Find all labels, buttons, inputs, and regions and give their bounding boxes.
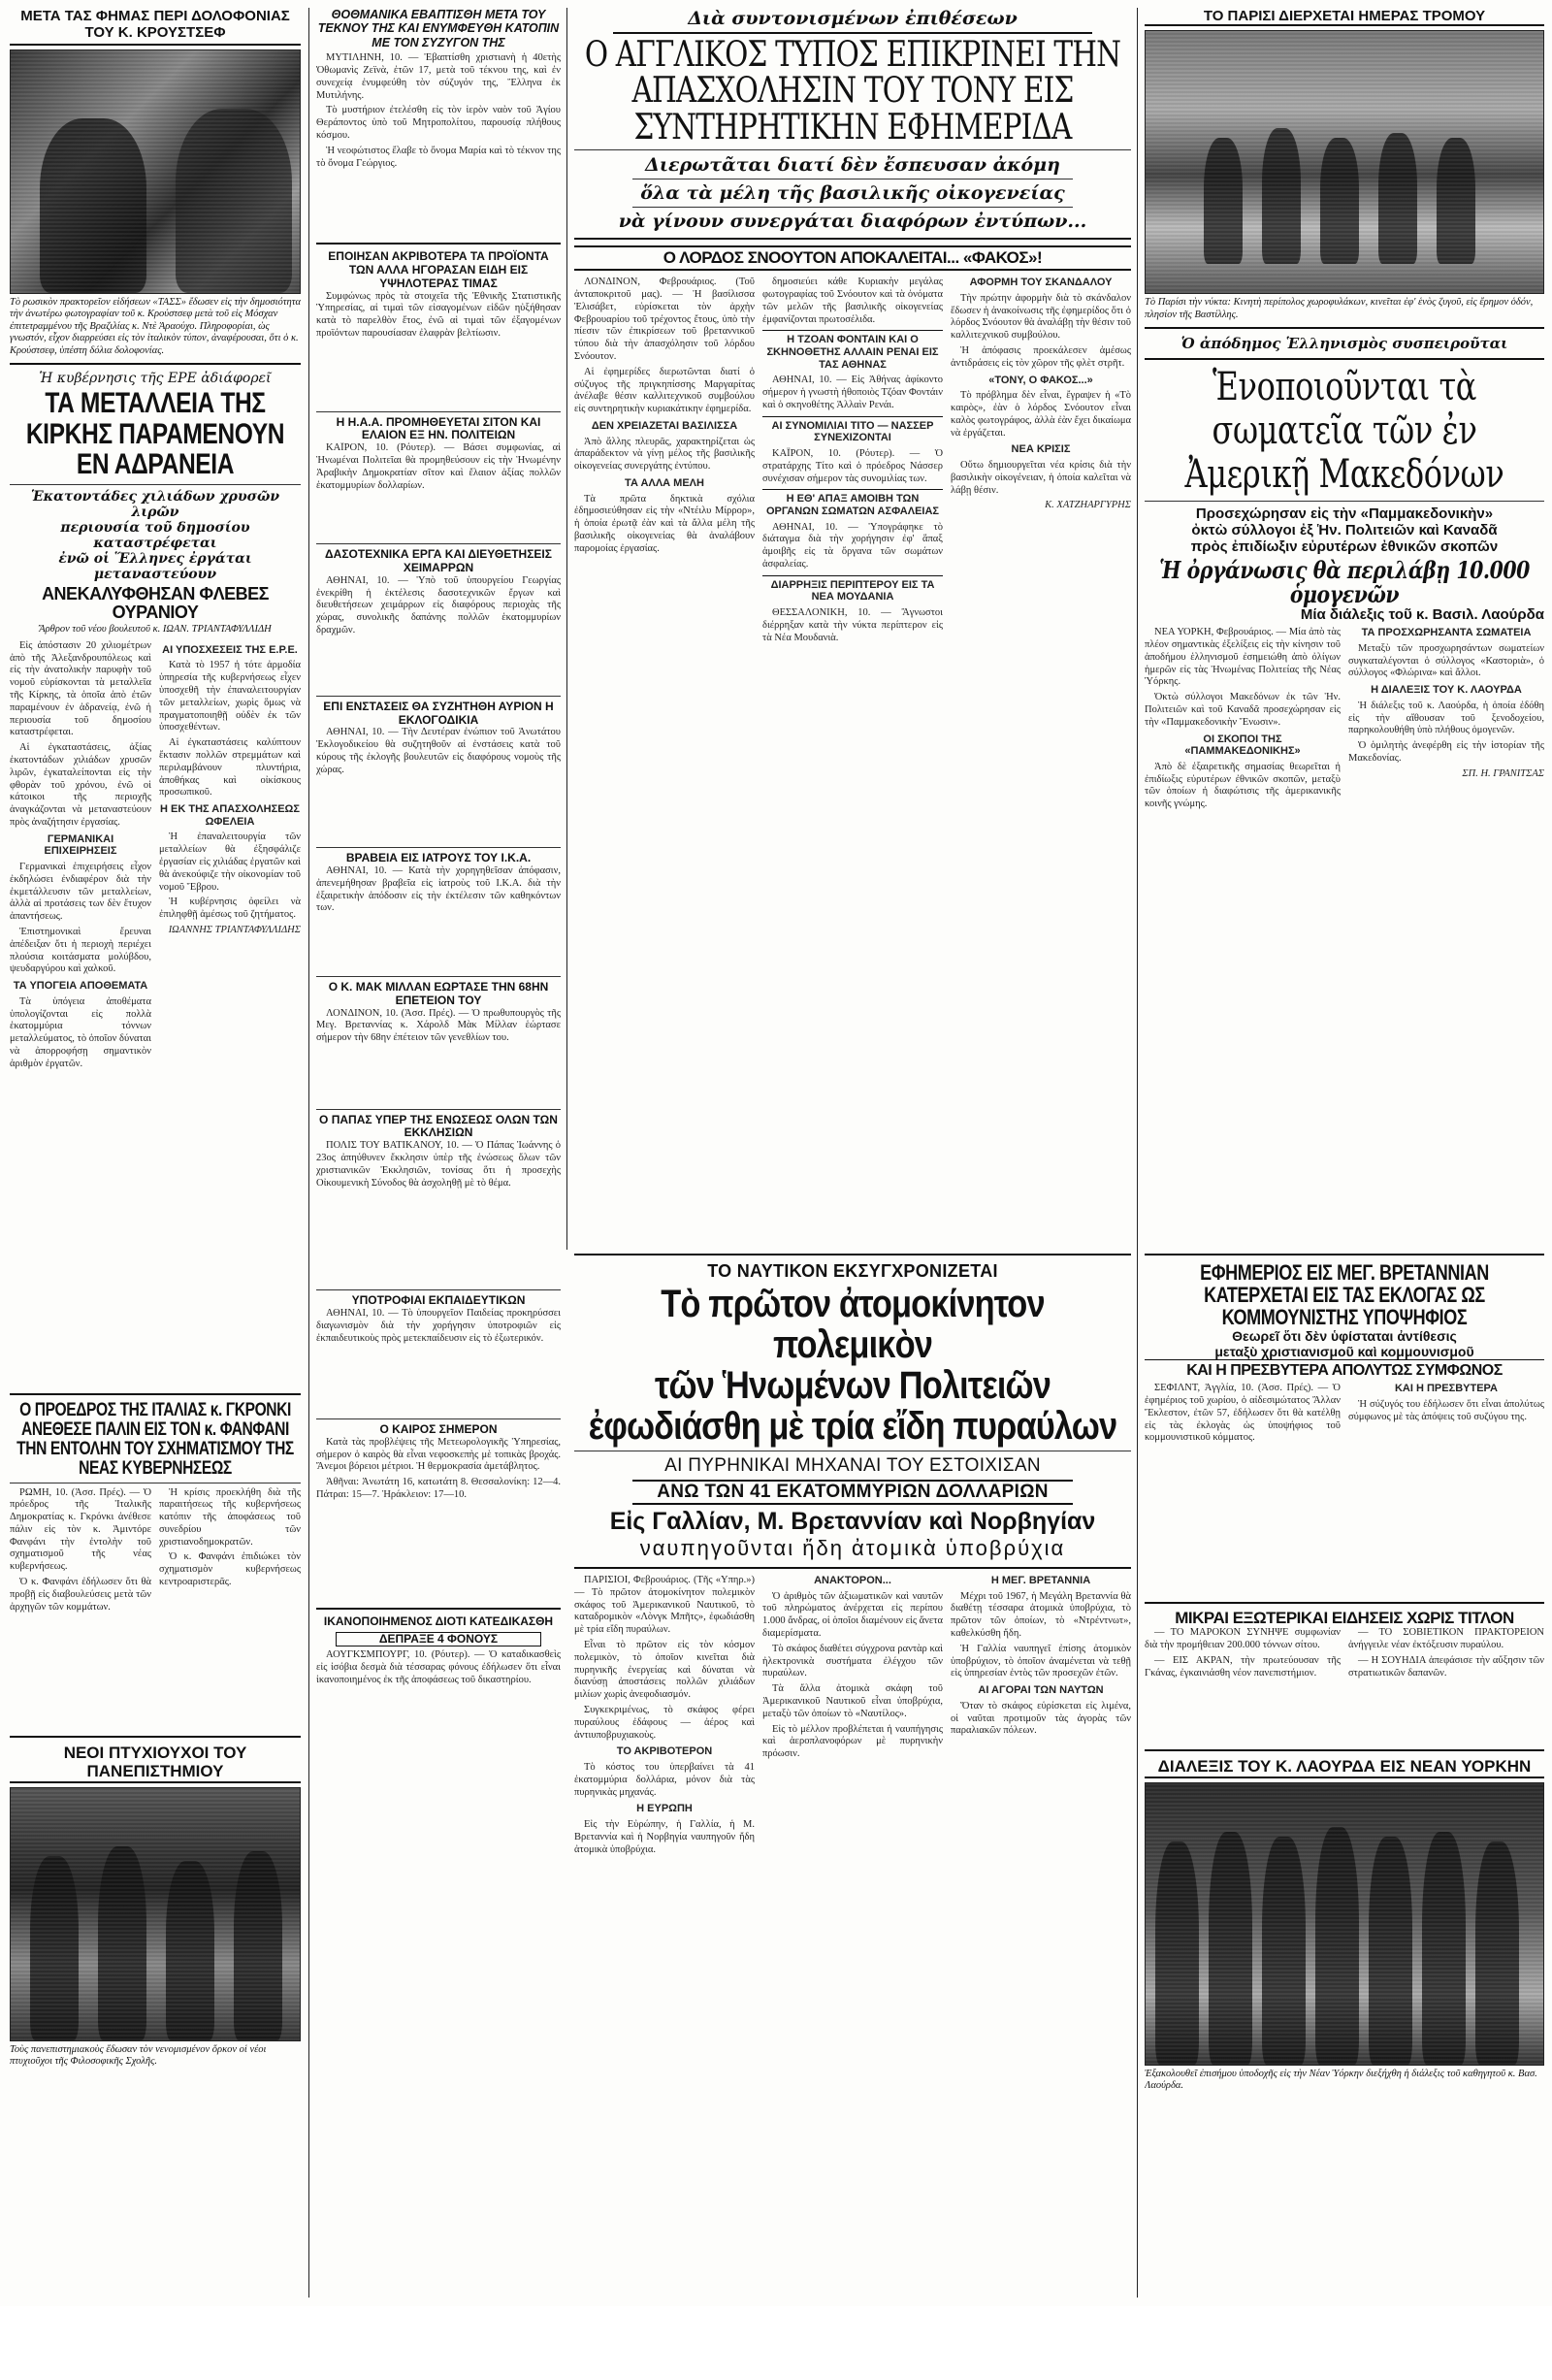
column-1: ΜΕΤΑ ΤΑΣ ΦΗΜΑΣ ΠΕΡΙ ΔΟΛΟΦΟΝΙΑΣ ΤΟΥ Κ. ΚΡΟΥΣΤΣΕΦ Τὸ ρωσικὸν πρακτορεῖον εἰδήσεων «ΤΑΣΣ» ἔδωσεν εἰς τὴν δημοσιότητα τὴν ἀνωτέρω φωτογραφίαν τοῦ κ. Κρούστσεφ μετὰ τοῦ εἰς Μόσχαν ἐπιτετραμμένου τῆς Βραζιλίας κ. Ντὲ Ἀραούχο. Πληροφορίαι, ὡς γνωστόν, εἶχον διαρρεύσει εἰς τὸν ἰταλικὸν τύπον, ἀναφέρουσαι, ὅτι ὁ κ. Κρούστσεφ, ὑπέστη δόλια δολοφονίας. Ἡ κυβέρνησις τῆς ΕΡΕ ἀδιάφορεῖ ΤΑ ΜΕΤΑΛΛΕΙΑ ΤΗΣ ΚΙΡΚΗΣ ΠΑΡΑΜΕΝΟΥΝ ΕΝ ΑΔΡΑΝΕΙΑ Ἑκατοντάδες χιλιάδων χρυσῶν λιρῶν περιουσία τοῦ δημοσίου καταστρέφεται ἐνῶ οἱ Ἕλληνες ἐργάται μεταναστεύουν ΑΝΕΚΑΛΥΦΘΗΣΑΝ ΦΛΕΒΕΣ ΟΥΡΑΝΙΟΥ Ἄρθρον τοῦ νέου βουλευτοῦ κ. ΙΩΑΝ. ΤΡΙΑΝΤΑΦΥΛΛΙΔΗ Εἰς ἀπόστασιν 20 χιλιομέτρων ἀπὸ τῆς Ἀλεξανδρουπόλεως καὶ εἰς τὴν ἀνατολικὴν παρυφὴν τοῦ νομοῦ εὑρίσκονται τὰ μεταλλεῖα τῆς Κίρκης, τὰ ὁποῖα ἀπὸ ἐτῶν παραμένουν ἐν ἀδρανείᾳ, ἐνῶ ἡ περιουσία τοῦ δημοσίου καταστρέφεται. Αἱ ἐγκαταστάσεις, ἀξίας ἑκατοντάδων χιλιάδων χρυσῶν λιρῶν, ἐγκαταλείπονται εἰς τὴν φθορὰν τοῦ χρόνου, ἐνῶ οἱ κάτοικοι τῆς περιοχῆς ἀναγκάζονται νὰ μεταναστεύουν πρὸς ἀναζήτησιν ἐργασίας. ΓΕΡΜΑΝΙΚΑΙ ΕΠΙΧΕΙΡΗΣΕΙΣ Γερμανικαὶ ἐπιχειρήσεις εἶχον ἐκδηλώσει ἐνδιαφέρον διὰ τὴν ἐκμετάλλευσιν τῶν μεταλλείων, ἀλλὰ αἱ προτάσεις των δὲν ἔτυχον ἀπαντήσεως. Ἐπιστημονικαὶ ἔρευναι ἀπέδειξαν ὅτι ἡ περιοχὴ περιέχει πλούσια κοιτάσματα μολύβδου, ψευδαργύρου καὶ χαλκοῦ. ΤΑ ΥΠΟΓΕΙΑ ΑΠΟΘΕΜΑΤΑ Τὰ ὑπόγεια ἀποθέματα ὑπολογίζονται εἰς πολλὰ ἑκατομμύρια τόννων μεταλλεύματος, τὸ ὁποῖον δύναται νὰ ἀπορροφήσῃ σημαντικὸν ἀριθμὸν ἐργατῶν. ΑΙ ΥΠΟΣΧΕΣΕΙΣ ΤΗΣ Ε.Ρ.Ε. Κατὰ τὸ 1957 ἡ τότε ἀρμοδία ὑπηρεσία τῆς κυβερνήσεως εἶχεν ὑποσχεθῆ τὴν ἐπαναλειτουργίαν τῶν μεταλλείων, χωρὶς ὅμως νὰ πραγματοποιηθῇ οὐδὲν ἐκ τῶν ὑποσχεθέντων. Αἱ ἐγκαταστάσεις καλύπτουν ἔκτασιν πολλῶν στρεμμάτων καὶ περιλαμβάνουν πλυντήρια, ἀποθήκας καὶ οἰκίσκους προσωπικοῦ. Η ΕΚ ΤΗΣ ΑΠΑΣΧΟΛΗΣΕΩΣ ΩΦΕΛΕΙΑ Ἡ ἐπαναλειτουργία τῶν μεταλλείων θὰ ἐξησφάλιζε ἐργασίαν εἰς χιλιάδας ἐργατῶν καὶ θὰ ἀνεκούφιζε τὴν οἰκονομίαν τοῦ νομοῦ Ἕβρου. Ἡ κυβέρνησις ὀφείλει νὰ ἐπιληφθῇ ἀμέσως τοῦ ζητήματος. ΙΩΑΝΝΗΣ ΤΡΙΑΝΤΑΦΥΛΛΙΔΗΣ Ο ΠΡΟΕΔΡΟΣ ΤΗΣ ΙΤΑΛΙΑΣ κ. ΓΚΡΟΝΚΙ ΑΝΕΘΕΣΕ ΠΑΛΙΝ ΕΙΣ ΤΟΝ κ. ΦΑΝΦΑΝΙ ΤΗΝ ΕΝΤΟΛΗΝ ΤΟΥ ΣΧΗΜΑΤΙΣΜΟΥ ΤΗΣ ΝΕΑΣ ΚΥΒΕΡΝΗΣΕΩΣ ΡΩΜΗ, 10. (Ἀσσ. Πρές). — Ὁ πρόεδρος τῆς Ἰταλικῆς Δημοκρατίας κ. Γκρόνκι ἀνέθεσε πάλιν εἰς τὸν κ. Ἀμιντόρε Φανφάνι τὴν ἐντολὴν τοῦ σχηματισμοῦ τῆς νέας κυβερνήσεως. Ὁ κ. Φανφάνι ἐδήλωσεν ὅτι θὰ προβῇ εἰς διαβουλεύσεις μετὰ τῶν ἀρχηγῶν τῶν κομμάτων. Ἡ κρίσις προεκλήθη διὰ τῆς παραιτήσεως τῆς κυβερνήσεως κατόπιν τῆς ἀποφάσεως τοῦ συνεδρίου τῶν χριστιανοδημοκρατῶν. Ὁ κ. Φανφάνι ἐπιδιώκει τὸν σχηματισμὸν κυβερνήσεως κεντροαριστερᾶς. ΝΕΟΙ ΠΤΥΧΙΟΥΧΟΙ ΤΟΥ ΠΑΝΕΠΙΣΤΗΜΙΟΥ Τοὺς πανεπιστημιακοὺς ἔδωσαν τὸν νενομισμένον ὅρκον οἱ νέοι πτυχιοῦχοι τῆς Φιλοσοφικῆς Σχολῆς. [10, 8, 301, 2068]
kicker-macedonians: Ὁ ἀπόδημος Ἑλληνισμὸς συσπειροῦται [1180, 335, 1508, 353]
lecture-photo [1145, 1782, 1544, 2066]
subhead-palace: ΑΝΑΚΤΟΡΟΝ... [814, 1575, 891, 1586]
signature-c4: ΣΠ. Η. ΓΡΑΝΙΤΣΑΣ [1462, 767, 1544, 779]
headline-pope: Ο ΠΑΠΑΣ ΥΠΕΡ ΤΗΣ ΕΝΩΣΕΩΣ ΟΛΩΝ ΤΩΝ ΕΚΚΛΗΣΙΩΝ [319, 1112, 558, 1140]
navy-story: ΤΟ ΝΑΥΤΙΚΟΝ ΕΚΣΥΓΧΡΟΝΙΖΕΤΑΙ Τὸ πρῶτον ἀτομοκίνητον πολεμικὸν τῶν Ἡνωμένων Πολιτειῶν ἐφωδιάσθη μὲ τρία εἴδη πυραύλων ΑΙ ΠΥΡΗΝΙΚΑΙ ΜΗΧΑΝΑΙ ΤΟΥ ΕΣΤΟΙΧΙΣΑΝ ΑΝΩ ΤΩΝ 41 ΕΚΑΤΟΜΜΥΡΙΩΝ ΔΟΛΛΑΡΙΩΝ Εἰς Γαλλίαν, Μ. Βρεταννίαν καὶ Νορβηγίαν ναυπηγοῦνται ἤδη ἀτομικὰ ὑποβρύχια ΠΑΡΙΣΙΟΙ, Φεβρουάριος. (Τῆς «Υπηρ.») — Τὸ πρῶτον ἀτομοκίνητον πολεμικὸν σκάφος τοῦ Ἀμερικανικοῦ Ναυτικοῦ, τὸ καταδρομικὸν «Λὸνγκ Μπῆτς», ἐφωδιάσθη μὲ τρία εἴδη πυραύλων. Εἶναι τὸ πρῶτον εἰς τὸν κόσμον πολεμικὸν, τὸ ὁποῖον κινεῖται διὰ πυρηνικῆς ἐνεργείας καὶ δύναται νὰ διανύσῃ ἀποστάσεις πολλῶν χιλιάδων μιλίων χωρὶς ἀνεφοδιασμόν. Συγκεκριμένως, τὸ σκάφος φέρει πυραύλους ἐδάφους — ἀέρος καὶ ἀντιυποβρυχιακοὺς. ΤΟ ΑΚΡΙΒΟΤΕΡΟΝ Τὸ κόστος του ὑπερβαίνει τὰ 41 ἑκατομμύρια δολλάρια, μόνον διὰ τὰς πυρηνικὰς μηχανάς. Η ΕΥΡΩΠΗ Εἰς τὴν Εὐρώπην, ἡ Γαλλία, ἡ Μ. Βρεταννία καὶ ἡ Νορβηγία ναυπηγοῦν ἤδη ἀτομικὰ ὑποβρύχια. ΑΝΑΚΤΟΡΟΝ... Ὁ ἀριθμὸς τῶν ἀξιωματικῶν καὶ ναυτῶν τοῦ πληρώματος ἀνέρχεται εἰς περίπου 1.000 ἄνδρας, οἱ ὁποῖοι διαμένουν εἰς ἄνετα διαμερίσματα. Τὸ σκάφος διαθέτει σύγχρονα ραντὰρ καὶ ἠλεκτρονικὰ συστήματα ἐλέγχου τῶν πυραύλων. Τὰ ἄλλα ἀτομικὰ σκάφη τοῦ Ἀμερικανικοῦ Ναυτικοῦ εἶναι ὑποβρύχια, μεταξὺ τῶν ὁποίων τὸ «Ναυτίλος». Εἰς τὸ μέλλον προβλέπεται ἡ ναυπήγησις καὶ ἀεροπλανοφόρων μὲ πυρηνικὴν πρόωσιν. Η ΜΕΓ. ΒΡΕΤΑΝΝΙΑ Μέχρι τοῦ 1967, ἡ Μεγάλη Βρεταννία θὰ διαθέτῃ τέσσαρα ἀτομικὰ ὑποβρύχια, τὸ πρῶτον τῶν ὁποίων, τὸ «Ντρέντνωτ», καθελκύσθη ἤδη. Ἡ Γαλλία ναυπηγεῖ ἐπίσης ἀτομικὸν ὑποβρύχιον, τὸ ὁποῖον ἀναμένεται νὰ τεθῇ εἰς ὑπηρεσίαν ἐντὸς τῶν προσεχῶν ἐτῶν. ΑΙ ΑΓΟΡΑΙ ΤΩΝ ΝΑΥΤΩΝ Ὅταν τὸ σκάφος εὑρίσκεται εἰς λιμένα, οἱ ναῦται προτιμοῦν τὰς ἀγορὰς τῶν παραλιακῶν πόλεων. [574, 1254, 1131, 2380]
headline-italy: Ο ΠΡΟΕΔΡΟΣ ΤΗΣ ΙΤΑΛΙΑΣ κ. ΓΚΡΟΝΚΙ ΑΝΕΘΕΣΕ ΠΑΛΙΝ ΕΙΣ ΤΟΝ κ. ΦΑΝΦΑΝΙ ΤΗΝ ΕΝΤΟΛΗΝ ΤΟΥ ΣΧΗΜΑΤΙΣΜΟΥ ΤΗΣ ΝΕΑΣ ΚΥΒΕΡΝΗΣΕΩΣ [16, 1399, 294, 1479]
headline-kirki: ΤΑ ΜΕΤΑΛΛΕΙΑ ΤΗΣ ΚΙΡΚΗΣ ΠΑΡΑΜΕΝΟΥΝ ΕΝ ΑΔΡΑΝΕΙΑ [25, 387, 285, 481]
photo1-title: ΜΕΤΑ ΤΑΣ ΦΗΜΑΣ ΠΕΡΙ ΔΟΛΟΦΟΝΙΑΣ ΤΟΥ Κ. ΚΡΟΥΣΤΣΕΦ [10, 8, 301, 46]
byline-kirki: Ἄρθρον τοῦ νέου βουλευτοῦ κ. ΙΩΑΝ. ΤΡΙΑΝΤΑΦΥΛΛΙΔΗ [39, 623, 272, 635]
column-rule [308, 8, 309, 2298]
sub-kirki-2: περιουσία τοῦ δημοσίου καταστρέφεται [60, 519, 250, 551]
subhead-no-queen: ΔΕΝ ΧΡΕΙΑΖΕΤΑΙ ΒΑΣΙΛΙΣΣΑ [591, 419, 738, 432]
subhead-expensive: ΤΟ ΑΚΡΙΒΟΤΕΡΟΝ [616, 1745, 713, 1758]
photo-paris-title: ΤΟ ΠΑΡΙΣΙ ΔΙΕΡΧΕΤΑΙ ΗΜΕΡΑΣ ΤΡΟΜΟΥ [1145, 8, 1544, 26]
headline-navy-2: τῶν Ἡνωμένων Πολιτειῶν [655, 1364, 1051, 1407]
khrushchev-photo [10, 49, 301, 294]
subhead-scandal: ΑΦΟΡΜΗ ΤΟΥ ΣΚΑΝΔΑΛΟΥ [969, 277, 1113, 289]
subhead-sailors: ΑΙ ΑΓΟΡΑΙ ΤΩΝ ΝΑΥΤΩΝ [978, 1684, 1104, 1697]
headline-vicar: ΕΦΗΜΕΡΙΟΣ ΕΙΣ ΜΕΓ. ΒΡΕΤΑΝΝΙΑΝ ΚΑΤΕΡΧΕΤΑΙ ΕΙΣ ΤΑΣ ΕΚΛΟΓΑΣ ΩΣ ΚΟΜΜΟΥΝΙΣΤΗΣ ΥΠΟΨΗΦΙΟΣ [1200, 1260, 1489, 1330]
subhead-new-crisis: ΝΕΑ ΚΡΙΣΙΣ [1011, 443, 1071, 456]
paris-photo [1145, 30, 1544, 294]
lecture-caption: Ἐξακολουθεῖ ἐπισήμου ὑποδοχῆς εἰς τὴν Νέαν Ὑόρκην διεξήχθη ἡ διάλεξις τοῦ καθηγητοῦ κ. Βασ. Λαούρδα. [1145, 2068, 1537, 2092]
sub-tony-1: Διερωτᾶται διατί δὲν ἔσπευσαν ἀκόμη [645, 154, 1060, 177]
headline-uranium: ΑΝΕΚΑΛΥΦΘΗΣΑΝ ΦΛΕΒΕΣ ΟΥΡΑΝΙΟΥ [42, 583, 269, 622]
kicker-navy: ΤΟ ΝΑΥΤΙΚΟΝ ΕΚΣΥΓΧΡΟΝΙΖΕΤΑΙ [707, 1261, 998, 1281]
subhead-europe: Η ΕΥΡΩΠΗ [636, 1803, 693, 1815]
subhead-employment: Η ΕΚ ΤΗΣ ΑΠΑΣΧΟΛΗΣΕΩΣ ΩΦΕΛΕΙΑ [160, 803, 300, 828]
headline-macmillan: Ο Κ. ΜΑΚ ΜΙΛΛΑΝ ΕΩΡΤΑΣΕ ΤΗΝ 68ΗΝ ΕΠΕΤΕΙΟΝ ΤΟΥ [328, 980, 549, 1007]
column-rule [1137, 8, 1138, 2298]
headline-navy-3: ἐφωδιάσθη μὲ τρία εἴδη πυραύλων [588, 1405, 1117, 1448]
headline-vicar-2: ΚΑΙ Η ΠΡΕΣΒΥΤΕΡΑ ΑΠΟΛΥΤΩΣ ΣΥΜΦΩΝΟΣ [1186, 1362, 1503, 1380]
graduates-photo [10, 1787, 301, 2041]
sub-tony-2: ὅλα τὰ μέλη τῆς βασιλικῆς οἰκογενείας [640, 182, 1065, 205]
bar-snowdon: Ο ΛΟΡΔΟΣ ΣΝΟΟΥΤΟΝ ΑΠΟΚΑΛΕΙΤΑΙ... «ΦΑΚΟΣ»! [574, 245, 1131, 271]
sub-navy-3: Εἰς Γαλλίαν, Μ. Βρεταννίαν καὶ Νορβηγίαν [609, 1508, 1096, 1535]
headline-forestry: ΔΑΣΟΤΕΧΝΙΚΑ ΕΡΓΑ ΚΑΙ ΔΙΕΥΘΕΤΗΣΕΙΣ ΧΕΙΜΑΡΡΩΝ [325, 547, 552, 574]
subhead-other-members: ΤΑ ΑΛΛΑ ΜΕΛΗ [625, 476, 704, 489]
headline-wheat: Η Η.Α.Α. ΠΡΟΜΗΘΕΥΕΤΑΙ ΣΙΤΟΝ ΚΑΙ ΕΛΑΙΟΝ ΕΞ ΗΝ. ΠΟΛΙΤΕΙΩΝ [336, 414, 541, 442]
headline-murders: ΔΕΠΡΑΞΕ 4 ΦΟΝΟΥΣ [336, 1632, 541, 1647]
column-center: Διὰ συντονισμένων ἐπιθέσεων Ο ΑΓΓΛΙΚΟΣ ΤΥΠΟΣ ΕΠΙΚΡΙΝΕΙ ΤΗΝ ΑΠΑΣΧΟΛΗΣΙΝ ΤΟΥ ΤΟΝΥ ΕΙΣ ΣΥΝΤΗΡΗΤΙΚΗΝ ΕΦΗΜΕΡΙΔΑ Διερωτᾶται διατί δὲν ἔσπευσαν ἀκόμη ὅλα τὰ μέλη τῆς βασιλικῆς οἰκογενείας νὰ γίνουν συνεργάται διαφόρων ἐντύπων... Ο ΛΟΡΔΟΣ ΣΝΟΟΥΤΟΝ ΑΠΟΚΑΛΕΙΤΑΙ... «ΦΑΚΟΣ»! ΛΟΝΔΙΝΟΝ, Φεβρουάριος. (Τοῦ ἀνταποκριτοῦ μας). — Ἡ βασίλισσα Ἐλισάβετ, εὑρίσκεται τὸν ἀρχὴν Φεβρουαρίου τοῦ τρέχοντος ἔτους, ὑπὸ τὴν πίεσιν τῶν ἐπικρίσεων τοῦ βρεταννικοῦ τύπου διὰ τὴν ἀπασχόλησιν τοῦ λόρδου Σνόουτον. Αἱ ἐφημερίδες διερωτῶνται διατί ὁ σύζυγος τῆς πριγκηπίσσης Μαργαρίτας ἀνέλαβε θέσιν καλλιτεχνικοῦ συμβούλου εἰς συντηρητικὴν κυριακάτικην ἐφημερίδα. ΔΕΝ ΧΡΕΙΑΖΕΤΑΙ ΒΑΣΙΛΙΣΣΑ Ἀπὸ ἄλλης πλευρᾶς, χαρακτηρίζεται ὡς ἀπαράδεκτον νὰ γίνῃ μέλος τῆς βασιλικῆς οἰκογενείας συνεργάτης ἐντύπου. ΤΑ ΑΛΛΑ ΜΕΛΗ Τὰ πρῶτα δηκτικὰ σχόλια ἐδημοσιεύθησαν εἰς τὴν «Ντέιλυ Μίρρορ», ἡ ὁποία ἐρωτᾷ ἐὰν καὶ τὰ ἄλλα μέλη τῆς βασιλικῆς οἰκογενείας θὰ ἀναλάβουν παρομοίας ἐργασίας. δημοσιεύει κάθε Κυριακὴν μεγάλας φωτογραφίας τοῦ Σνόουτον καὶ τὰ ὀνόματα τῶν μελῶν τῆς βασιλικῆς οἰκογενείας ἐμφανίζονται πρωτοσέλιδα. Η ΤΖΟΑΝ ΦΟΝΤΑΙΝ ΚΑΙ Ο ΣΚΗΝΟΘΕΤΗΣ ΑΛΛΑΙΝ ΡΕΝΑΙ ΕΙΣ ΤΑΣ ΑΘΗΝΑΣ ΑΘΗΝΑΙ, 10. — Εἰς Ἀθήνας ἀφίκοντο σήμερον ἡ γνωστὴ ἠθοποιὸς Τζόαν Φοντάιν καὶ ὁ σκηνοθέτης Ἀλλαὶν Ρενάι. ΑΙ ΣΥΝΟΜΙΛΙΑΙ ΤΙΤΟ — ΝΑΣΣΕΡ ΣΥΝΕΧΙΖΟΝΤΑΙ ΚΑΪΡΟΝ, 10. (Ρόυτερ). — Ὁ στρατάρχης Τίτο καὶ ὁ πρόεδρος Νάσσερ συνέχισαν σήμερον τὰς συνομιλίας των. Η ΕΘ' ΑΠΑΞ ΑΜΟΙΒΗ ΤΩΝ ΟΡΓΑΝΩΝ ΣΩΜΑΤΩΝ ΑΣΦΑΛΕΙΑΣ ΑΘΗΝΑΙ, 10. — Ὑπογράφηκε τὸ διάταγμα διὰ τὴν χορήγησιν ἐφ' ἅπαξ ἀμοιβῆς εἰς τὰ ὄργανα τῶν σωμάτων ἀσφαλείας. ΔΙΑΡΡΗΞΙΣ ΠΕΡΙΠΤΕΡΟΥ ΕΙΣ ΤΑ ΝΕΑ ΜΟΥΔΑΝΙΑ ΘΕΣΣΑΛΟΝΙΚΗ, 10. — Ἄγνωστοι διέρρηξαν κατὰ τὴν νύκτα περίπτερον εἰς τὰ Νέα Μουδανιὰ. ΑΦΟΡΜΗ ΤΟΥ ΣΚΑΝΔΑΛΟΥ Τὴν πρώτην ἀφορμὴν διὰ τὸ σκάνδαλον ἔδωσεν ἡ ἀνακοίνωσις τῆς ἐφημερίδος ὅτι ὁ λόρδος Σνόουτον θὰ ἀναλάβῃ τὴν θέσιν τοῦ καλλιτεχνικοῦ συμβούλου. Ἡ ἀπόφασις προεκάλεσεν ἀμέσως ἀντιδράσεις εἰς τὸν χῶρον τῆς φλὲτ στρῆτ. «ΤΟΝΥ, Ο ΦΑΚΟΣ...» Τὸ πρόβλημα δὲν εἶναι, ἔγραψεν ἡ «Τὸ καιρὸς», ἐὰν ὁ λόρδος Σνόουτον εἶναι καλὸς φωτογράφος, ἀλλὰ ἐὰν ἔχει δικαίωμα νὰ ἐργάζεται. ΝΕΑ ΚΡΙΣΙΣ Οὕτω δημιουργεῖται νέα κρίσις διὰ τὴν βασιλικὴν οἰκογένειαν, ἡ ὁποία καλεῖται νὰ λάβῃ θέσιν. Κ. ΧΑΤΖΗΑΡΓΥΡΗΣ [574, 8, 1131, 643]
headline-mac-2: Ἡ ὀργάνωσις θὰ περιλάβῃ 10.000 ὁμογενῶν [1159, 555, 1530, 609]
sub-vicar-1: Θεωρεῖ ὅτι δὲν ὑφίσταται ἀντίθεσις [1232, 1328, 1457, 1345]
subhead-promises: ΑΙ ΥΠΟΣΧΕΣΕΙΣ ΤΗΣ Ε.Ρ.Ε. [162, 643, 298, 656]
sub-mac-4: Μία διάλεξις τοῦ κ. Βασιλ. Λαούρδα [1300, 606, 1544, 624]
sub-kirki-1: Ἑκατοντάδες χιλιάδων χρυσῶν λιρῶν [30, 488, 280, 520]
headline-weather: Ο ΚΑΙΡΟΣ ΣΗΜΕΡΟΝ [379, 1422, 498, 1437]
kicker-tony: Διὰ συντονισμένων ἐπιθέσεων [688, 8, 1018, 29]
headline-baptism: ΘΟΘΜΑΝΙΚΑ ΕΒΑΠΤΙΣΘΗ ΜΕΤΑ ΤΟΥ ΤΕΚΝΟΥ ΤΗΣ ΚΑΙ ΕΝΥΜΦΕΥΘΗ ΚΑΤΟΠΙΝ ΜΕ ΤΟΝ ΣΥΖΥΓΟΝ ΤΗΣ [317, 8, 560, 49]
column-2: ΘΟΘΜΑΝΙΚΑ ΕΒΑΠΤΙΣΘΗ ΜΕΤΑ ΤΟΥ ΤΕΚΝΟΥ ΤΗΣ ΚΑΙ ΕΝΥΜΦΕΥΘΗ ΚΑΤΟΠΙΝ ΜΕ ΤΟΝ ΣΥΖΥΓΟΝ ΤΗΣ ΜΥΤΙΛΗΝΗ, 10. — Ἐβαπτίσθη χριστιανὴ ἡ 40ετὴς Ὀθωμανὶς Ζεϊνὰ, ἐτῶν 17, μετὰ τοῦ τέκνου της, καὶ ἐν συνεχείᾳ ἐνυμφεύθη τὸν σύζυγόν της, Ἕλληνα ἐκ Μυτιλήνης. Τὸ μυστήριον ἐτελέσθη εἰς τὸν ἱερὸν ναὸν τοῦ Ἁγίου Θεράποντος ὑπὸ τοῦ Μητροπολίτου, παρουσίᾳ πλήθους κόσμου. Ἡ νεοφώτιστος ἔλαβε τὸ ὄνομα Μαρία καὶ τὸ τέκνον της τὸ ὄνομα Γεώργιος. ΕΠΟΙΗΣΑΝ ΑΚΡΙΒΟΤΕΡΑ ΤΑ ΠΡΟΪΟΝΤΑ ΤΩΝ ΑΛΛΑ ΗΓΟΡΑΣΑΝ ΕΙΔΗ ΕΙΣ ΥΨΗΛΟΤΕΡΑΣ ΤΙΜΑΣ Συμφώνως πρὸς τὰ στοιχεῖα τῆς Ἐθνικῆς Στατιστικῆς Ὑπηρεσίας, αἱ τιμαὶ τῶν εἰσαγομένων εἰδῶν ηὐξήθησαν κατὰ τὸ παρελθὸν ἔτος, ἐνῶ αἱ τιμαὶ τῶν ἐξαγομένων προϊόντων παρουσίασαν ἐλαφρὰν βελτίωσιν. Η Η.Α.Α. ΠΡΟΜΗΘΕΥΕΤΑΙ ΣΙΤΟΝ ΚΑΙ ΕΛΑΙΟΝ ΕΞ ΗΝ. ΠΟΛΙΤΕΙΩΝ ΚΑΪΡΟΝ, 10. (Ρόυτερ). — Βάσει συμφωνίας, αἱ Ἡνωμέναι Πολιτεῖαι θὰ προμηθεύσουν εἰς τὴν Ἡνωμένην Ἀραβικὴν Δημοκρατίαν σῖτον καὶ ἔλαιον ἀξίας πολλῶν ἑκατομμυρίων δολλαρίων. ΔΑΣΟΤΕΧΝΙΚΑ ΕΡΓΑ ΚΑΙ ΔΙΕΥΘΕΤΗΣΕΙΣ ΧΕΙΜΑΡΡΩΝ ΑΘΗΝΑΙ, 10. — Ὑπὸ τοῦ ὑπουργείου Γεωργίας ἐνεκρίθη ἡ ἐκτέλεσις δασοτεχνικῶν ἔργων καὶ διευθετήσεων χειμάρρων εἰς διαφόρους περιοχὰς τῆς χώρας, συνολικῆς δαπάνης πολλῶν ἑκατομμυρίων δραχμῶν. ΕΠΙ ΕΝΣΤΑΣΕΙΣ ΘΑ ΣΥΖΗΤΗΘΗ ΑΥΡΙΟΝ Η ΕΚΛΟΓΟΔΙΚΙΑ ΑΘΗΝΑΙ, 10. — Τὴν Δευτέραν ἐνώπιον τοῦ Ἀνωτάτου Ἐκλογοδικείου θὰ συζητηθοῦν αἱ ἐνστάσεις κατὰ τοῦ κύρους τῆς ἐκλογῆς βουλευτῶν εἰς διαφόρους νομοὺς τῆς χώρας. ΒΡΑΒΕΙΑ ΕΙΣ ΙΑΤΡΟΥΣ ΤΟΥ Ι.Κ.Α. ΑΘΗΝΑΙ, 10. — Κατὰ τὴν χορηγηθεῖσαν ἀπόφασιν, ἀπενεμήθησαν βραβεῖα εἰς ἰατροὺς τοῦ Ι.Κ.Α. διὰ τὴν ἐξαιρετικὴν ἀπόδοσιν εἰς τὴν ἐκτέλεσιν τῶν καθηκόντων των. Ο Κ. ΜΑΚ ΜΙΛΛΑΝ ΕΩΡΤΑΣΕ ΤΗΝ 68ΗΝ ΕΠΕΤΕΙΟΝ ΤΟΥ ΛΟΝΔΙΝΟΝ, 10. (Ἀσσ. Πρές). — Ὁ πρωθυπουργὸς τῆς Μεγ. Βρεταννίας κ. Χάρολδ Μὰκ Μίλλαν ἑώρτασε σήμερον τὴν 68ην ἐπέτειον τῶν γενεθλίων του. Ο ΠΑΠΑΣ ΥΠΕΡ ΤΗΣ ΕΝΩΣΕΩΣ ΟΛΩΝ ΤΩΝ ΕΚΚΛΗΣΙΩΝ ΠΟΛΙΣ ΤΟΥ ΒΑΤΙΚΑΝΟΥ, 10. — Ὁ Πάπας Ἰωάννης ὁ 23ος ἀπηύθυνεν ἔκκλησιν ὑπὲρ τῆς ἑνώσεως ὅλων τῶν χριστιανικῶν Ἐκκλησιῶν, τονίσας ὅτι ἡ προσεχὴς Οἰκουμενικὴ Σύνοδος θὰ ἀσχοληθῇ μὲ τὸ θέμα. ΥΠΟΤΡΟΦΙΑΙ ΕΚΠΑΙΔΕΥΤΙΚΩΝ ΑΘΗΝΑΙ, 10. — Τὸ ὑπουργεῖον Παιδείας προκηρύσσει διαγωνισμὸν διὰ τὴν χορήγησιν ὑποτροφιῶν εἰς ἐκπαιδευτικοὺς πρὸς μετεκπαίδευσιν εἰς τὸ ἐξωτερικόν. Ο ΚΑΙΡΟΣ ΣΗΜΕΡΟΝ Κατὰ τὰς προβλέψεις τῆς Μετεωρολογικῆς Ὑπηρεσίας, σήμερον ὁ καιρὸς θὰ εἶναι νεφοσκεπὴς μὲ τοπικὰς βροχάς. Ἄνεμοι βόρειοι μέτριοι. Ἡ θερμοκρασία ἀμετάβλητος. Ἀθῆναι: Ἀνωτάτη 16, κατωτάτη 8. Θεσσαλονίκη: 12—4. Πάτραι: 15—7. Ἡράκλειον: 17—10. ΙΚΑΝΟΠΟΙΗΜΕΝΟΣ ΔΙΟΤΙ ΚΑΤΕΔΙΚΑΣΘΗ ΔΕΠΡΑΞΕ 4 ΦΟΝΟΥΣ ΑΟΥΓΚΣΜΠΟΥΡΓ, 10. (Ρόυτερ). — Ὁ καταδικασθεὶς εἰς ἰσόβια δεσμὰ διὰ τέσσαρας φόνους ἐδήλωσεν ὅτι εἶναι ἱκανοποιημένος ἐκ τῆς ἀποφάσεως τοῦ δικαστηρίου. [316, 8, 561, 1686]
photo2-title: ΝΕΟΙ ΠΤΥΧΙΟΥΧΟΙ ΤΟΥ ΠΑΝΕΠΙΣΤΗΜΙΟΥ [10, 1744, 301, 1783]
paris-caption: Τὸ Παρίσι τὴν νύκτα: Κινητὴ περίπολος χωροφυλάκων, κινεῖται ἐφ' ἑνὸς ζυγοῦ, εἰς ἔρημον ὁδόν, πλησίον τῆς Βαστίλλης. [1145, 297, 1534, 320]
headline-navy-1: Τὸ πρῶτον ἀτομοκίνητον πολεμικὸν [661, 1283, 1045, 1366]
headline-tony: Ο ΑΓΓΛΙΚΟΣ ΤΥΠΟΣ ΕΠΙΚΡΙΝΕΙ ΤΗΝ ΑΠΑΣΧΟΛΗΣΙΝ ΤΟΥ ΤΟΝΥ ΕΙΣ ΣΥΝΤΗΡΗΤΙΚΗΝ ΕΦΗΜΕΡΙΔΑ [584, 35, 1121, 147]
headline-scholarships: ΥΠΟΤΡΟΦΙΑΙ ΕΚΠΑΙΔΕΥΤΙΚΩΝ [351, 1293, 526, 1308]
photo2-caption: Τοὺς πανεπιστημιακοὺς ἔδωσαν τὸν νενομισμένον ὅρκον οἱ νέοι πτυχιοῦχοι τῆς Φιλοσοφικῆς Σχολῆς. [10, 2043, 267, 2068]
photo1-caption: Τὸ ρωσικὸν πρακτορεῖον εἰδήσεων «ΤΑΣΣ» ἔδωσεν εἰς τὴν δημοσιότητα τὴν ἀνωτέρω φωτογραφίαν τοῦ κ. Κρούστσεφ μετὰ τοῦ εἰς Μόσχαν ἐπιτετραμμένου τῆς Βραζιλίας κ. Ντὲ Ἀραούχο. Πληροφορίαι, ὡς γνωστόν, εἶχον διαρρεύσει εἰς τὸν ἰταλικὸν τύπον, ἀναφέρουσαι, ὅτι ὁ κ. Κρούστσεφ, ὑπέστη δόλια δολοφονίας. [10, 296, 301, 356]
sub-navy-1: ΑΙ ΠΥΡΗΝΙΚΑΙ ΜΗΧΑΝΑΙ ΤΟΥ ΕΣΤΟΙΧΙΣΑΝ [664, 1455, 1041, 1476]
subhead-aims: ΟΙ ΣΚΟΠΟΙ ΤΗΣ «ΠΑΜΜΑΚΕΔΟΝΙΚΗΣ» [1184, 733, 1301, 758]
subhead-tony-lens: «ΤΟΝΥ, Ο ΦΑΚΟΣ...» [988, 374, 1093, 386]
signature-c1: ΙΩΑΝΝΗΣ ΤΡΙΑΝΤΑΦΥΛΛΙΔΗΣ [168, 925, 301, 936]
subhead-tito-nasser: ΑΙ ΣΥΝΟΜΙΛΙΑΙ ΤΙΤΟ — ΝΑΣΣΕΡ ΣΥΝΕΧΙΖΟΝΤΑΙ [762, 416, 943, 444]
subhead-presbytera: ΚΑΙ Η ΠΡΕΣΒΥΤΕΡΑ [1394, 1383, 1499, 1395]
subhead-joined: ΤΑ ΠΡΟΣΧΩΡΗΣΑΝΤΑ ΣΩΜΑΤΕΙΑ [1361, 627, 1532, 639]
subhead-security-pay: Η ΕΘ' ΑΠΑΞ ΑΜΟΙΒΗ ΤΩΝ ΟΡΓΑΝΩΝ ΣΩΜΑΤΩΝ ΑΣΦΑΛΕΙΑΣ [762, 489, 943, 517]
sub-navy-4: ναυπηγοῦνται ἤδη ἀτομικὰ ὑποβρύχια [639, 1536, 1066, 1560]
sub-kirki-3: ἐνῶ οἱ Ἕλληνες ἐργάται μεταναστεύουν [58, 550, 252, 582]
column-4: ΤΟ ΠΑΡΙΣΙ ΔΙΕΡΧΕΤΑΙ ΗΜΕΡΑΣ ΤΡΟΜΟΥ Τὸ Παρίσι τὴν νύκτα: Κινητὴ περίπολος χωροφυλάκων, κινεῖται ἐφ' ἑνὸς ζυγοῦ, εἰς ἔρημον ὁδόν, πλησίον τῆς Βαστίλλης. Ὁ ἀπόδημος Ἑλληνισμὸς συσπειροῦται Ἑνοποιοῦνται τὰ σωματεῖα τῶν ἐν Ἀμερικῇ Μακεδόνων Προσεχώρησαν εἰς τὴν «Παμμακεδονικὴν» ὀκτὼ σύλλογοι ἐξ Ἡν. Πολιτειῶν καὶ Καναδᾶ πρὸς ἐπιδίωξιν εὐρυτέρων ἐθνικῶν σκοπῶν Ἡ ὀργάνωσις θὰ περιλάβῃ 10.000 ὁμογενῶν Μία διάλεξις τοῦ κ. Βασιλ. Λαούρδα ΝΕΑ ΥΟΡΚΗ, Φεβρουάριος. — Μία ἀπὸ τὰς πλέον σημαντικὰς ἐξελίξεις εἰς τὴν κίνησιν τοῦ ἀποδήμου ἑλληνισμοῦ ἐσημειώθη ἀπὸ ὀλίγων ἡμερῶν εἰς τὰς Ἡνωμένας Πολιτείας τῆς Νέας Ὑόρκης. Ὀκτὼ σύλλογοι Μακεδόνων ἐκ τῶν Ἡν. Πολιτειῶν καὶ τοῦ Καναδᾶ προσεχώρησαν εἰς τὴν «Παμμακεδονικὴν Ἕνωσιν». ΟΙ ΣΚΟΠΟΙ ΤΗΣ «ΠΑΜΜΑΚΕΔΟΝΙΚΗΣ» Ἀπὸ δὲ ἐξαιρετικῆς σημασίας θεωρεῖται ἡ ἐπιδίωξις εὐρυτέρων ἐθνικῶν σκοπῶν, μεταξὺ τῶν ὁποίων ἡ διαφώτισις τῆς ἀμερικανικῆς κοινῆς γνώμης. ΤΑ ΠΡΟΣΧΩΡΗΣΑΝΤΑ ΣΩΜΑΤΕΙΑ Μεταξὺ τῶν προσχωρησάντων σωματείων συγκαταλέγονται ὁ σύλλογος «Καστοριὰ», ὁ σύλλογος «Φλώρινα» καὶ ἄλλοι. Η ΔΙΑΛΕΞΙΣ ΤΟΥ Κ. ΛΑΟΥΡΔΑ Ἡ διάλεξις τοῦ κ. Λαούρδα, ἡ ὁποία ἐδόθη εἰς τὴν αἴθουσαν τοῦ ξενοδοχείου, παρηκολουθήθη ὑπὸ πλήθους ὁμογενῶν. Ὁ ὁμιλητὴς ἀνεφέρθη εἰς τὴν ἱστορίαν τῆς Μακεδονίας. ΣΠ. Η. ΓΡΑΝΙΤΣΑΣ ΕΦΗΜΕΡΙΟΣ ΕΙΣ ΜΕΓ. ΒΡΕΤΑΝΝΙΑΝ ΚΑΤΕΡΧΕΤΑΙ ΕΙΣ ΤΑΣ ΕΚΛΟΓΑΣ ΩΣ ΚΟΜΜΟΥΝΙΣΤΗΣ ΥΠΟΨΗΦΙΟΣ Θεωρεῖ ὅτι δὲν ὑφίσταται ἀντίθεσις μεταξὺ χριστιανισμοῦ καὶ κομμουνισμοῦ ΚΑΙ Η ΠΡΕΣΒΥΤΕΡΑ ΑΠΟΛΥΤΩΣ ΣΥΜΦΩΝΟΣ ΣΕΦΙΛΝΤ, Ἀγγλία, 10. (Ἀσσ. Πρές). — Ὁ ἐφημέριος τοῦ χωρίου, ὁ αἰδεσιμώτατος Ἄλλαν Ἔκλεστον, ἐτῶν 57, ἐδήλωσεν ὅτι θὰ κατέλθῃ εἰς τὰς ἐκλογὰς ὡς ὑποψήφιος τοῦ κομμουνιστικοῦ κόμματος. ΚΑΙ Η ΠΡΕΣΒΥΤΕΡΑ Ἡ σύζυγός του ἐδήλωσεν ὅτι εἶναι ἀπολύτως σύμφωνος μὲ τὰς ἀπόψεις τοῦ συζύγου της. ΜΙΚΡΑΙ ΕΞΩΤΕΡΙΚΑΙ ΕΙΔΗΣΕΙΣ ΧΩΡΙΣ ΤΙΤΛΟΝ — ΤΟ ΜΑΡΟΚΟΝ ΣΥΝΗΨΕ συμφωνίαν διὰ τὴν προμήθειαν 200.000 τόννων σίτου. — ΕΙΣ ΑΚΡΑΝ, τὴν πρωτεύουσαν τῆς Γκάνας, ἐγκαινιάσθη νέον πανεπιστήμιον. — ΤΟ ΣΟΒΙΕΤΙΚΟΝ ΠΡΑΚΤΟΡΕΙΟΝ ἀνήγγειλε νέαν ἐκτόξευσιν πυραύλου. — Η ΣΟΥΗΔΙΑ ἀπεφάσισε τὴν αὔξησιν τῶν στρατιωτικῶν δαπανῶν. ΔΙΑΛΕΞΙΣ ΤΟΥ Κ. ΛΑΟΥΡΔΑ ΕΙΣ ΝΕΑΝ ΥΟΡΚΗΝ Ἐξακολουθεῖ ἐπισήμου ὑποδοχῆς εἰς τὴν Νέαν Ὑόρκην διεξήχθη ἡ διάλεξις τοῦ καθηγητοῦ κ. Βασ. Λαούρδα. [1145, 8, 1544, 2185]
sub-mac-3: πρὸς ἐπιδίωξιν εὐρυτέρων ἐθνικῶν σκοπῶν [1190, 538, 1499, 555]
sub-tony-3: νὰ γίνουν συνεργάται διαφόρων ἐντύπων... [618, 211, 1087, 233]
headline-election-court: ΕΠΙ ΕΝΣΤΑΣΕΙΣ ΘΑ ΣΥΖΗΤΗΘΗ ΑΥΡΙΟΝ Η ΕΚΛΟΓΟΔΙΚΙΑ [323, 699, 554, 727]
headline-macedonians: Ἑνοποιοῦνται τὰ σωματεῖα τῶν ἐν Ἀμερικῇ Μακεδόνων [1184, 365, 1504, 498]
signature-c3: Κ. ΧΑΤΖΗΑΡΓΥΡΗΣ [1045, 500, 1131, 511]
subhead-fontaine: Η ΤΖΟΑΝ ΦΟΝΤΑΙΝ ΚΑΙ Ο ΣΚΗΝΟΘΕΤΗΣ ΑΛΛΑΙΝ ΡΕΝΑΙ ΕΙΣ ΤΑΣ ΑΘΗΝΑΣ [762, 330, 943, 371]
subhead-german: ΓΕΡΜΑΝΙΚΑΙ ΕΠΙΧΕΙΡΗΣΕΙΣ [44, 832, 117, 858]
sub-vicar-2: μεταξὺ χριστιανισμοῦ καὶ κομμουνισμοῦ [1145, 1344, 1544, 1360]
headline-brief-news: ΜΙΚΡΑΙ ΕΞΩΤΕΡΙΚΑΙ ΕΙΔΗΣΕΙΣ ΧΩΡΙΣ ΤΙΤΛΟΝ [1175, 1609, 1514, 1628]
headline-doctors: ΒΡΑΒΕΙΑ ΕΙΣ ΙΑΤΡΟΥΣ ΤΟΥ Ι.Κ.Α. [345, 851, 532, 865]
subhead-burglary: ΔΙΑΡΡΗΞΙΣ ΠΕΡΙΠΤΕΡΟΥ ΕΙΣ ΤΑ ΝΕΑ ΜΟΥΔΑΝΙΑ [762, 575, 943, 603]
kicker-kirki: Ἡ κυβέρνησις τῆς ΕΡΕ ἀδιάφορεῖ [39, 371, 272, 387]
sub-mac-1: Προσεχώρησαν εἰς τὴν «Παμμακεδονικὴν» [1195, 505, 1494, 522]
photo-lecture-title: ΔΙΑΛΕΞΙΣ ΤΟΥ Κ. ΛΑΟΥΡΔΑ ΕΙΣ ΝΕΑΝ ΥΟΡΚΗΝ [1145, 1757, 1544, 1778]
subhead-reserves: ΤΑ ΥΠΟΓΕΙΑ ΑΠΟΘΕΜΑΤΑ [13, 980, 148, 993]
sub-mac-2: ὀκτὼ σύλλογοι ἐξ Ἡν. Πολιτειῶν καὶ Καναδᾶ [1191, 521, 1498, 538]
headline-prices: ΕΠΟΙΗΣΑΝ ΑΚΡΙΒΟΤΕΡΑ ΤΑ ΠΡΟΪΟΝΤΑ ΤΩΝ ΑΛΛΑ ΗΓΟΡΑΣΑΝ ΕΙΔΗ ΕΙΣ ΥΨΗΛΟΤΕΡΑΣ ΤΙΜΑΣ [328, 249, 549, 290]
headline-satisfied: ΙΚΑΝΟΠΟΙΗΜΕΝΟΣ ΔΙΟΤΙ ΚΑΤΕΔΙΚΑΣΘΗ [323, 1614, 554, 1628]
column-rule [566, 8, 567, 1250]
subhead-lecture: Η ΔΙΑΛΕΞΙΣ ΤΟΥ Κ. ΛΑΟΥΡΔΑ [1371, 684, 1522, 697]
sub-navy-2: ΑΝΩ ΤΩΝ 41 ΕΚΑΤΟΜΜΥΡΙΩΝ ΔΟΛΛΑΡΙΩΝ [632, 1480, 1073, 1505]
subhead-britain: Η ΜΕΓ. ΒΡΕΤΑΝΝΙΑ [990, 1575, 1091, 1586]
